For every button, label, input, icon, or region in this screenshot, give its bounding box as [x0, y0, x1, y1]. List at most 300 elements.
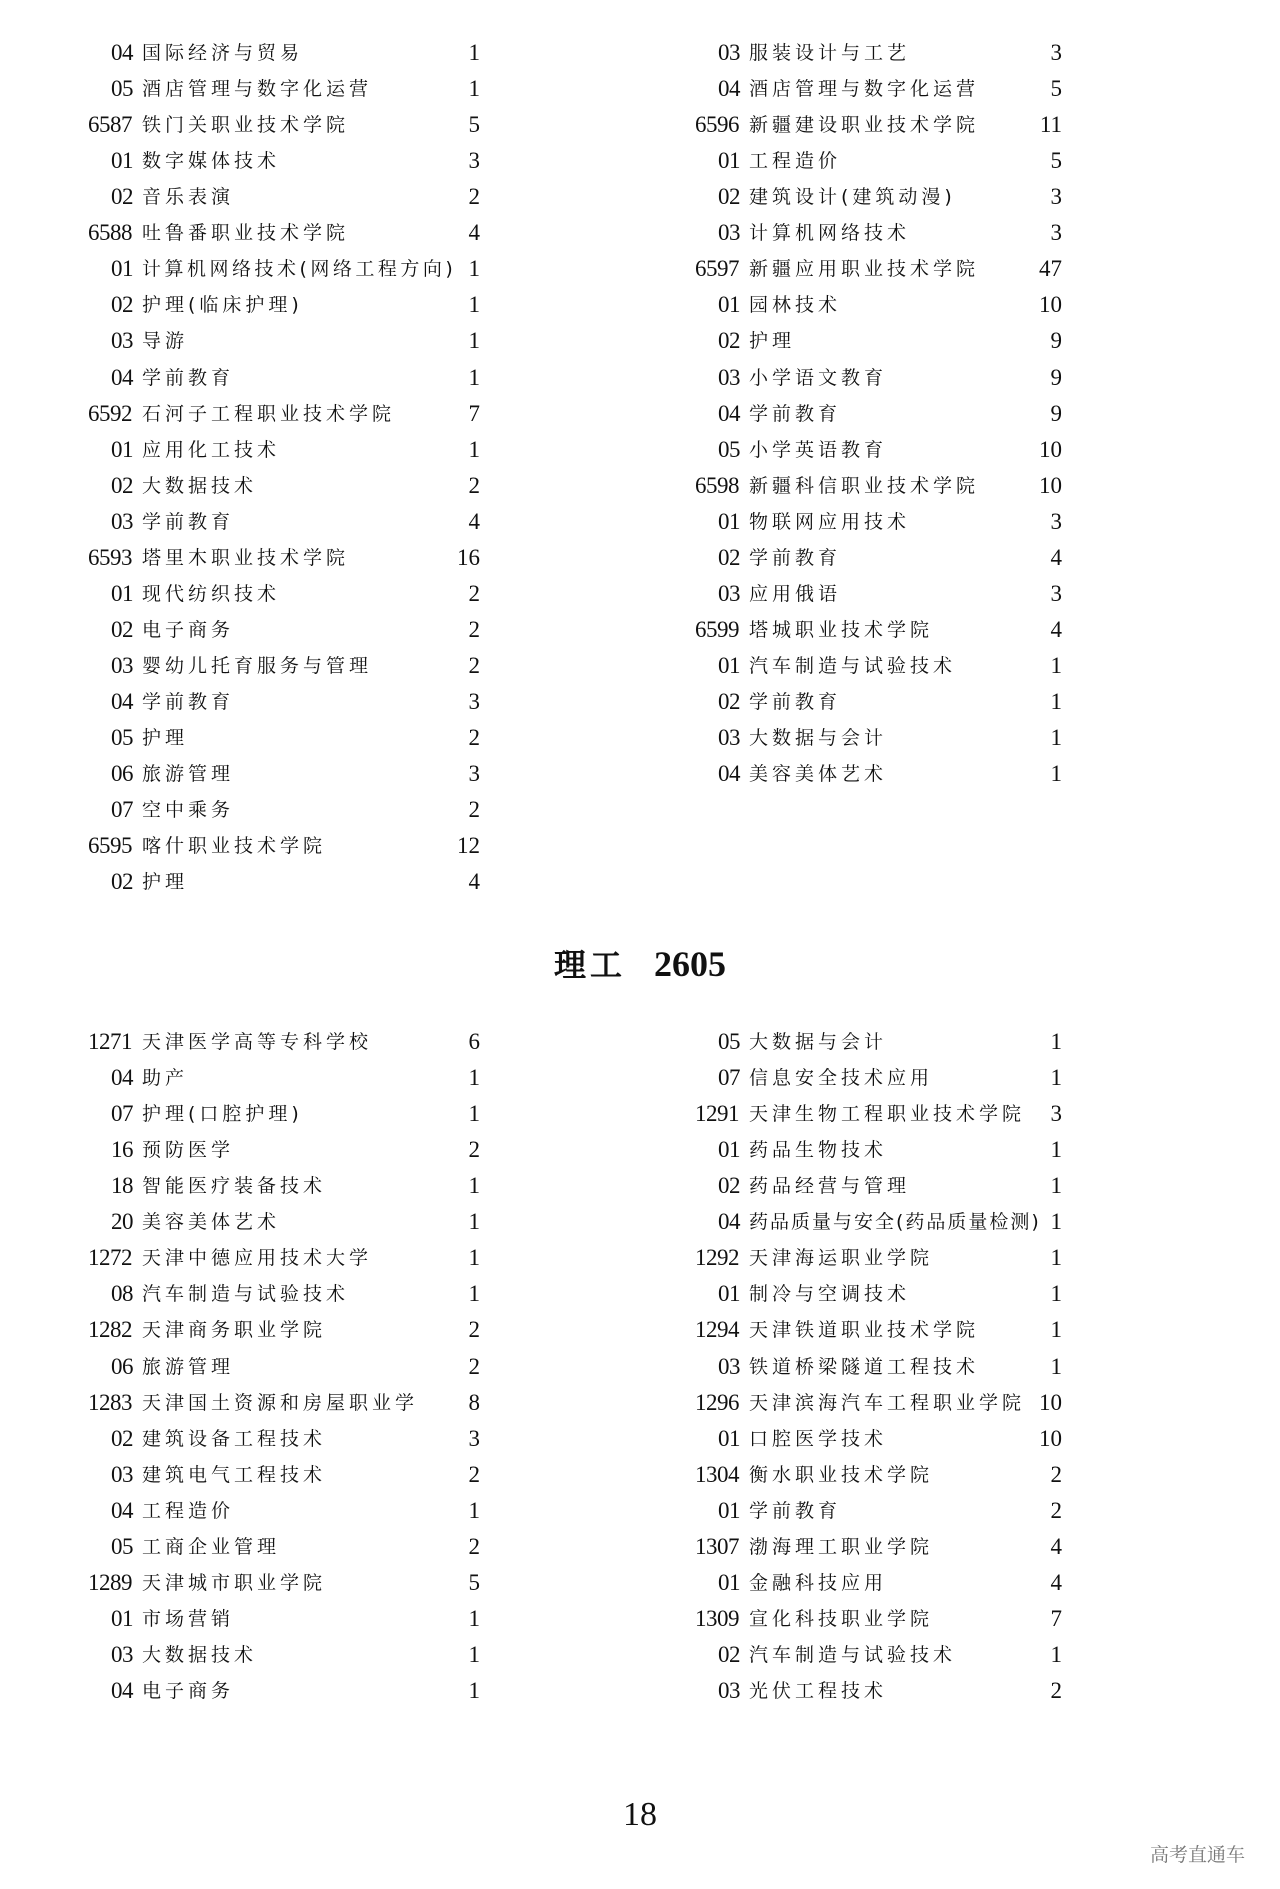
major-code: 03: [718, 1353, 740, 1379]
major-row: [695, 1493, 1062, 1529]
major-code: 01: [111, 1605, 133, 1631]
major-num: 4: [1050, 1569, 1062, 1595]
major-row: [695, 1637, 1062, 1673]
major-row: [695, 1132, 1062, 1168]
school-name: 天津商务职业学院: [142, 1319, 327, 1342]
school-num: 5: [468, 112, 480, 138]
major-row: [695, 71, 1062, 107]
major-row: [88, 468, 480, 504]
major-num: 3: [1050, 220, 1062, 246]
major-row: [88, 504, 480, 540]
school-name: 渤海理工职业学院: [749, 1535, 934, 1558]
school-row: [695, 107, 1062, 143]
major-row: [88, 1204, 480, 1240]
major-num: 2: [468, 1137, 480, 1163]
major-num: 3: [468, 689, 480, 715]
major-name: 药品经营与管理: [749, 1175, 911, 1198]
school-name: 铁门关职业技术学院: [142, 114, 350, 137]
school-num: 47: [1039, 256, 1062, 282]
major-row: [88, 1349, 480, 1385]
major-name: 学前教育: [749, 1499, 842, 1522]
school-name: 天津滨海汽车工程职业学院: [749, 1391, 1026, 1414]
major-name: 建筑电气工程技术: [142, 1463, 327, 1486]
school-num: 1: [468, 1245, 480, 1271]
major-row: [88, 71, 480, 107]
school-num: 7: [468, 400, 480, 426]
major-name: 学前教育: [142, 366, 235, 389]
major-code: 01: [718, 1497, 740, 1523]
major-num: 1: [468, 40, 480, 65]
school-code: 1289: [88, 1569, 132, 1595]
major-code: 01: [111, 580, 133, 606]
major-row: [88, 720, 480, 756]
major-name: 现代纺织技术: [142, 582, 281, 605]
major-num: 1: [468, 1101, 480, 1127]
major-code: 04: [718, 1209, 740, 1235]
major-num: 2: [468, 184, 480, 210]
school-num: 1: [1050, 1317, 1062, 1343]
major-row: [695, 1024, 1062, 1060]
school-num: 6: [468, 1029, 480, 1054]
major-name: 小学语文教育: [749, 366, 888, 389]
school-code: 1294: [695, 1317, 739, 1343]
school-row: [88, 396, 480, 432]
major-name: 服装设计与工艺: [749, 42, 911, 64]
school-num: 7: [1050, 1605, 1062, 1631]
major-row: [695, 1421, 1062, 1457]
major-name: 酒店管理与数字化运营: [749, 78, 980, 101]
school-name: 天津医学高等专科学校: [142, 1031, 373, 1053]
major-num: 1: [1050, 761, 1062, 787]
major-row: [88, 612, 480, 648]
major-name: 计算机网络技术(网络工程方向): [142, 258, 457, 281]
major-name: 护理: [142, 727, 189, 750]
major-name: 汽车制造与试验技术: [142, 1283, 350, 1306]
major-code: 03: [111, 328, 133, 354]
major-row: [695, 504, 1062, 540]
major-num: 1: [468, 76, 480, 102]
major-code: 03: [718, 725, 740, 751]
school-name: 天津国土资源和房屋职业学: [142, 1391, 419, 1414]
major-name: 学前教育: [749, 402, 842, 425]
school-num: 2: [1050, 1461, 1062, 1487]
major-name: 护理: [749, 330, 796, 353]
school-row: [695, 1312, 1062, 1348]
major-row: [88, 1060, 480, 1096]
major-code: 07: [111, 797, 133, 823]
major-row: [88, 792, 480, 828]
major-row: [88, 864, 480, 900]
major-name: 电子商务: [142, 1680, 235, 1703]
major-row: [695, 1168, 1062, 1204]
major-name: 口腔医学技术: [749, 1427, 888, 1450]
major-code: 05: [111, 76, 133, 102]
major-num: 2: [468, 1533, 480, 1559]
major-num: 4: [468, 869, 480, 895]
school-name: 塔城职业技术学院: [749, 618, 934, 641]
major-row: [695, 684, 1062, 720]
major-name: 空中乘务: [142, 799, 235, 822]
school-name: 新疆建设职业技术学院: [749, 114, 980, 137]
major-num: 2: [468, 616, 480, 642]
major-code: 02: [111, 869, 133, 895]
major-row: [88, 1637, 480, 1673]
major-num: 4: [1050, 544, 1062, 570]
school-row: [88, 1385, 480, 1421]
major-code: 02: [111, 1425, 133, 1451]
school-num: 10: [1039, 1389, 1062, 1415]
watermark: 高考直通车: [1150, 1844, 1246, 1866]
major-num: 3: [468, 148, 480, 174]
school-code: 1307: [695, 1533, 739, 1559]
major-code: 01: [718, 148, 740, 174]
major-code: 03: [111, 653, 133, 679]
school-num: 11: [1039, 112, 1062, 138]
major-code: 03: [718, 1678, 740, 1704]
major-row: [695, 215, 1062, 251]
school-code: 1271: [88, 1029, 132, 1054]
school-name: 新疆科信职业技术学院: [749, 474, 980, 497]
major-code: 05: [111, 725, 133, 751]
major-code: 06: [111, 761, 133, 787]
major-num: 1: [1050, 653, 1062, 679]
major-row: [695, 576, 1062, 612]
major-row: [695, 1204, 1062, 1240]
school-code: 6599: [695, 616, 739, 642]
school-name: 天津城市职业学院: [142, 1571, 327, 1594]
major-name: 助产: [142, 1067, 189, 1090]
major-name: 酒店管理与数字化运营: [142, 78, 373, 101]
school-code: 1282: [88, 1317, 132, 1343]
major-num: 2: [468, 472, 480, 498]
major-name: 工商企业管理: [142, 1535, 281, 1558]
major-row: [88, 323, 480, 359]
major-row: [88, 360, 480, 396]
school-num: 10: [1039, 472, 1062, 498]
major-name: 国际经济与贸易: [142, 42, 304, 64]
major-num: 1: [468, 1065, 480, 1091]
major-code: 02: [718, 1173, 740, 1199]
major-name: 音乐表演: [142, 186, 235, 209]
major-name: 美容美体艺术: [142, 1211, 281, 1234]
major-name: 药品生物技术: [749, 1139, 888, 1162]
major-code: 02: [111, 472, 133, 498]
major-num: 1: [468, 1605, 480, 1631]
major-name: 大数据技术: [142, 1644, 258, 1667]
school-code: 6598: [695, 472, 739, 498]
major-code: 04: [111, 1678, 133, 1704]
major-num: 5: [1050, 148, 1062, 174]
school-num: 1: [1050, 1245, 1062, 1271]
major-code: 02: [718, 689, 740, 715]
major-code: 04: [718, 76, 740, 102]
major-row: [695, 1673, 1062, 1709]
school-code: 6593: [88, 544, 132, 570]
major-row: [695, 1565, 1062, 1601]
school-name: 新疆应用职业技术学院: [749, 258, 980, 281]
major-code: 03: [718, 220, 740, 246]
major-num: 1: [1050, 1281, 1062, 1307]
major-row: [695, 35, 1062, 71]
school-name: 宣化科技职业学院: [749, 1607, 934, 1630]
school-name: 石河子工程职业技术学院: [142, 402, 396, 425]
major-code: 07: [111, 1101, 133, 1127]
school-row: [695, 1385, 1062, 1421]
school-row: [88, 1312, 480, 1348]
school-code: 6597: [695, 256, 739, 282]
major-row: [695, 720, 1062, 756]
major-name: 电子商务: [142, 618, 235, 641]
major-row: [695, 432, 1062, 468]
major-row: [88, 143, 480, 179]
section-heading: [0, 940, 1280, 986]
major-code: 02: [718, 1642, 740, 1668]
major-code: 01: [718, 1137, 740, 1163]
school-row: [695, 612, 1062, 648]
school-name: 吐鲁番职业技术学院: [142, 222, 350, 245]
major-num: 3: [468, 761, 480, 787]
major-row: [88, 179, 480, 215]
school-row: [88, 540, 480, 576]
major-num: 1: [468, 1209, 480, 1235]
school-row: [88, 1240, 480, 1276]
major-code: 03: [718, 580, 740, 606]
major-row: [88, 1601, 480, 1637]
school-row: [88, 1565, 480, 1601]
major-code: 18: [111, 1173, 133, 1199]
major-row: [88, 684, 480, 720]
school-num: 4: [468, 220, 480, 246]
major-code: 02: [111, 292, 133, 318]
major-num: 1: [468, 256, 480, 282]
major-code: 02: [111, 616, 133, 642]
major-name: 计算机网络技术: [749, 222, 911, 245]
school-num: 8: [468, 1389, 480, 1415]
school-num: 4: [1050, 1533, 1062, 1559]
major-name: 工程造价: [749, 150, 842, 173]
major-code: 01: [718, 1569, 740, 1595]
major-name: 光伏工程技术: [749, 1680, 888, 1703]
major-row: [695, 1060, 1062, 1096]
major-row: [695, 1349, 1062, 1385]
major-num: 3: [1050, 580, 1062, 606]
school-code: 1283: [88, 1389, 132, 1415]
major-num: 1: [1050, 1642, 1062, 1668]
major-num: 2: [468, 580, 480, 606]
major-code: 02: [718, 544, 740, 570]
major-row: [88, 35, 480, 71]
school-row: [88, 107, 480, 143]
major-name: 园林技术: [749, 294, 842, 317]
school-row: [695, 468, 1062, 504]
major-name: 应用俄语: [749, 582, 842, 605]
major-name: 预防医学: [142, 1139, 235, 1162]
major-name: 旅游管理: [142, 763, 235, 786]
major-row: [88, 251, 480, 287]
major-code: 03: [111, 1461, 133, 1487]
major-num: 2: [468, 1353, 480, 1379]
major-name: 金融科技应用: [749, 1571, 888, 1594]
major-name: 护理(临床护理): [142, 294, 303, 317]
major-code: 01: [718, 1425, 740, 1451]
school-code: 6587: [88, 112, 132, 138]
major-name: 工程造价: [142, 1499, 235, 1522]
school-row: [695, 1529, 1062, 1565]
major-row: [88, 1096, 480, 1132]
major-name: 大数据与会计: [749, 1031, 888, 1053]
major-num: 1: [1050, 1065, 1062, 1091]
major-code: 04: [111, 40, 133, 65]
school-num: 12: [457, 833, 480, 859]
major-name: 应用化工技术: [142, 438, 281, 461]
school-code: 6596: [695, 112, 739, 138]
major-num: 1: [468, 1281, 480, 1307]
page-number: 18: [623, 1796, 657, 1833]
major-row: [695, 143, 1062, 179]
major-num: 1: [1050, 1137, 1062, 1163]
major-row: [695, 396, 1062, 432]
school-code: 1272: [88, 1245, 132, 1271]
major-num: 2: [468, 725, 480, 751]
major-row: [695, 323, 1062, 359]
major-code: 02: [718, 328, 740, 354]
major-code: 04: [718, 400, 740, 426]
major-num: 10: [1039, 292, 1062, 318]
major-num: 1: [468, 1173, 480, 1199]
school-name: 天津海运职业学院: [749, 1247, 934, 1270]
major-name: 导游: [142, 330, 189, 353]
major-num: 2: [468, 1461, 480, 1487]
major-code: 01: [111, 256, 133, 282]
major-row: [88, 1673, 480, 1709]
school-code: 6595: [88, 833, 132, 859]
major-num: 3: [1050, 508, 1062, 534]
major-name: 铁道桥梁隧道工程技术: [749, 1355, 980, 1378]
major-num: 1: [468, 1642, 480, 1668]
major-row: [695, 648, 1062, 684]
major-row: [88, 1493, 480, 1529]
major-num: 2: [1050, 1497, 1062, 1523]
major-name: 婴幼儿托育服务与管理: [142, 655, 373, 678]
major-code: 02: [718, 184, 740, 210]
major-name: 学前教育: [749, 691, 842, 714]
major-code: 05: [111, 1533, 133, 1559]
school-code: 6588: [88, 220, 132, 246]
major-num: 2: [468, 797, 480, 823]
major-name: 大数据技术: [142, 474, 258, 497]
school-code: 1309: [695, 1605, 739, 1631]
major-code: 04: [111, 364, 133, 390]
school-num: 3: [1050, 1101, 1062, 1127]
major-name: 护理(口腔护理): [142, 1103, 303, 1126]
major-row: [88, 432, 480, 468]
major-name: 学前教育: [142, 691, 235, 714]
school-num: 5: [468, 1569, 480, 1595]
major-num: 1: [1050, 689, 1062, 715]
major-row: [695, 540, 1062, 576]
major-num: 1: [468, 364, 480, 390]
major-name: 小学英语教育: [749, 438, 888, 461]
major-num: 1: [468, 292, 480, 318]
major-code: 03: [111, 1642, 133, 1668]
school-row: [695, 1096, 1062, 1132]
major-row: [88, 1132, 480, 1168]
major-row: [88, 1421, 480, 1457]
school-row: [695, 1601, 1062, 1637]
major-num: 1: [1050, 1353, 1062, 1379]
major-name: 物联网应用技术: [749, 510, 911, 533]
major-code: 04: [718, 761, 740, 787]
major-name: 大数据与会计: [749, 727, 888, 750]
major-num: 3: [1050, 184, 1062, 210]
major-name: 旅游管理: [142, 1355, 235, 1378]
major-code: 16: [111, 1137, 133, 1163]
school-row: [88, 1024, 480, 1060]
major-row: [88, 1276, 480, 1312]
major-row: [88, 756, 480, 792]
major-row: [88, 648, 480, 684]
school-row: [695, 1457, 1062, 1493]
major-row: [695, 287, 1062, 323]
major-name: 市场营销: [142, 1607, 235, 1630]
school-name: 天津铁道职业技术学院: [749, 1319, 980, 1342]
school-code: 1292: [695, 1245, 739, 1271]
school-num: 16: [457, 544, 480, 570]
major-num: 9: [1050, 400, 1062, 426]
major-row: [88, 576, 480, 612]
school-row: [695, 251, 1062, 287]
major-code: 03: [111, 508, 133, 534]
major-name: 制冷与空调技术: [749, 1283, 911, 1306]
major-name: 护理: [142, 871, 189, 894]
major-code: 01: [718, 1281, 740, 1307]
major-name: 建筑设计(建筑动漫): [749, 186, 956, 209]
school-num: 2: [468, 1317, 480, 1343]
major-code: 04: [111, 689, 133, 715]
major-code: 06: [111, 1353, 133, 1379]
major-num: 1: [1050, 1029, 1062, 1054]
major-name: 智能医疗装备技术: [142, 1175, 327, 1198]
section-title: 理工: [553, 946, 626, 984]
major-num: 1: [468, 1497, 480, 1523]
major-code: 01: [718, 508, 740, 534]
major-num: 1: [1050, 725, 1062, 751]
major-num: 3: [468, 1425, 480, 1451]
major-row: [695, 1276, 1062, 1312]
major-name: 信息安全技术应用: [749, 1067, 934, 1090]
major-num: 4: [468, 508, 480, 534]
major-row: [88, 1457, 480, 1493]
major-num: 1: [1050, 1173, 1062, 1199]
major-name: 美容美体艺术: [749, 763, 888, 786]
major-code: 04: [111, 1497, 133, 1523]
school-code: 6592: [88, 400, 132, 426]
major-num: 9: [1050, 328, 1062, 354]
major-name: 学前教育: [142, 510, 235, 533]
major-code: 01: [111, 436, 133, 462]
major-code: 08: [111, 1281, 133, 1307]
major-code: 03: [718, 40, 740, 65]
major-num: 2: [1050, 1678, 1062, 1704]
school-code: 1296: [695, 1389, 739, 1415]
major-num: 1: [468, 436, 480, 462]
major-name: 汽车制造与试验技术: [749, 1644, 957, 1667]
major-num: 9: [1050, 364, 1062, 390]
major-name: 汽车制造与试验技术: [749, 655, 957, 678]
major-code: 07: [718, 1065, 740, 1091]
major-code: 01: [718, 292, 740, 318]
major-code: 02: [111, 184, 133, 210]
